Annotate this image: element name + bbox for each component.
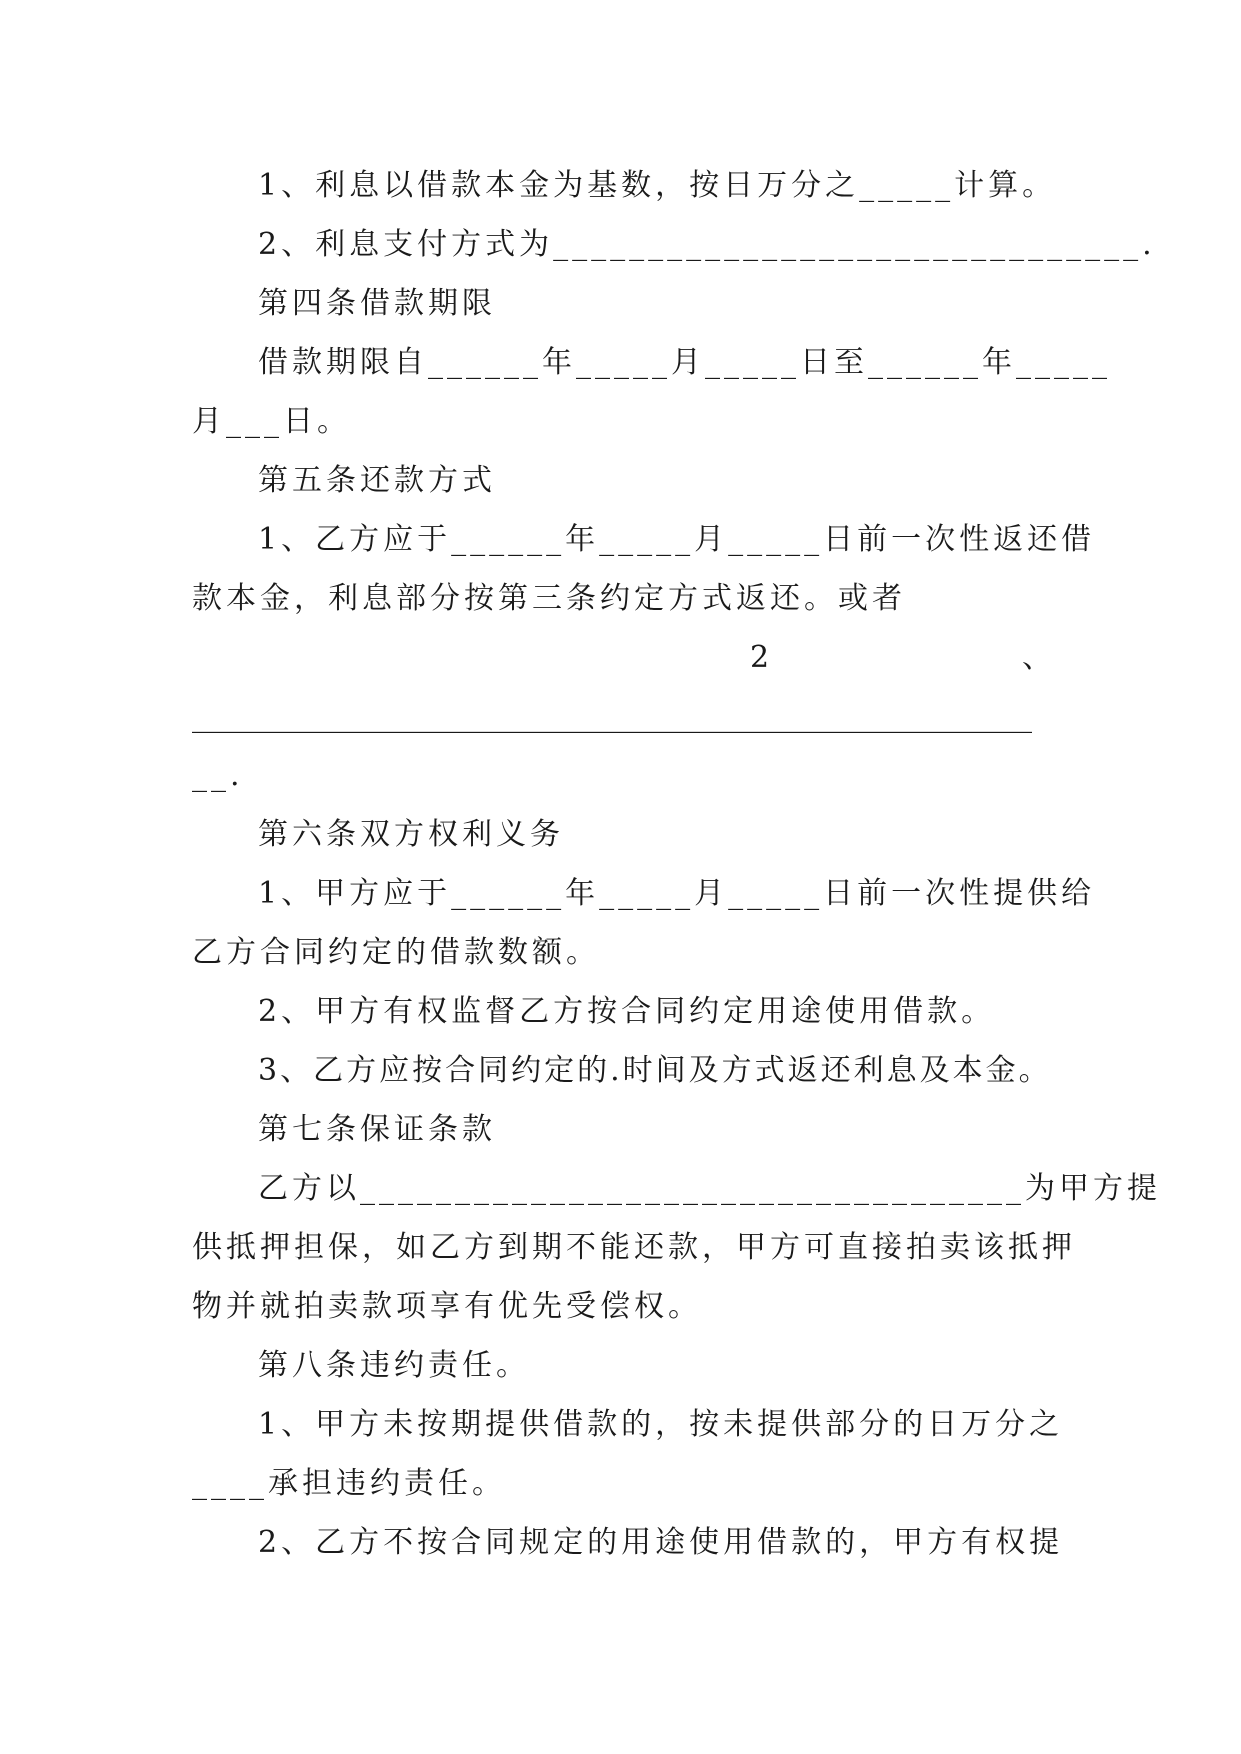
clause-3-item-1: 1、利息以借款本金为基数，按日万分之_____计算。 [258, 168, 1057, 203]
clause-6-item-1: 1、甲方应于______年_____月_____日前一次性提供给 [258, 876, 1096, 911]
clause-4-heading: 第四条借款期限 [258, 286, 496, 321]
clause-6-item-1-cont: 乙方合同约定的借款数额。 [192, 935, 600, 970]
clause-6-item-2: 2、甲方有权监督乙方按合同约定用途使用借款。 [258, 994, 996, 1029]
clause-5-item-2-blank: ________________________________________________________ [192, 699, 1032, 734]
clause-4-text-cont: 月___日。 [192, 404, 351, 439]
clause-6-item-3: 3、乙方应按合同约定的.时间及方式返还利息及本金。 [258, 1053, 1052, 1088]
clause-7-text: 乙方以___________________________________为甲方提 [258, 1171, 1161, 1206]
clause-5-heading: 第五条还款方式 [258, 463, 496, 498]
clause-7-heading: 第七条保证条款 [258, 1112, 496, 1147]
clause-6-heading: 第六条双方权利义务 [258, 817, 564, 852]
clause-3-item-2: 2、利息支付方式为_______________________________. [258, 227, 1156, 262]
clause-5-item-2-end: __. [192, 758, 244, 793]
clause-7-text-cont-2: 物并就拍卖款项享有优先受偿权。 [192, 1289, 702, 1324]
clause-8-heading: 第八条违约责任。 [258, 1348, 530, 1383]
clause-5-item-2-separator: 、 [1022, 640, 1056, 675]
clause-5-item-1-cont: 款本金，利息部分按第三条约定方式返还。或者 [192, 581, 906, 616]
clause-5-item-2-number: 2 [750, 640, 774, 675]
clause-7-text-cont-1: 供抵押担保，如乙方到期不能还款，甲方可直接拍卖该抵押 [192, 1230, 1076, 1265]
clause-8-item-1-cont: ____承担违约责任。 [192, 1466, 506, 1501]
clause-5-item-1: 1、乙方应于______年_____月_____日前一次性返还借 [258, 522, 1096, 557]
clause-8-item-2: 2、乙方不按合同规定的用途使用借款的，甲方有权提 [258, 1525, 1064, 1560]
clause-8-item-1: 1、甲方未按期提供借款的，按未提供部分的日万分之 [258, 1407, 1064, 1442]
clause-4-text: 借款期限自______年_____月_____日至______年_____ [258, 345, 1111, 380]
